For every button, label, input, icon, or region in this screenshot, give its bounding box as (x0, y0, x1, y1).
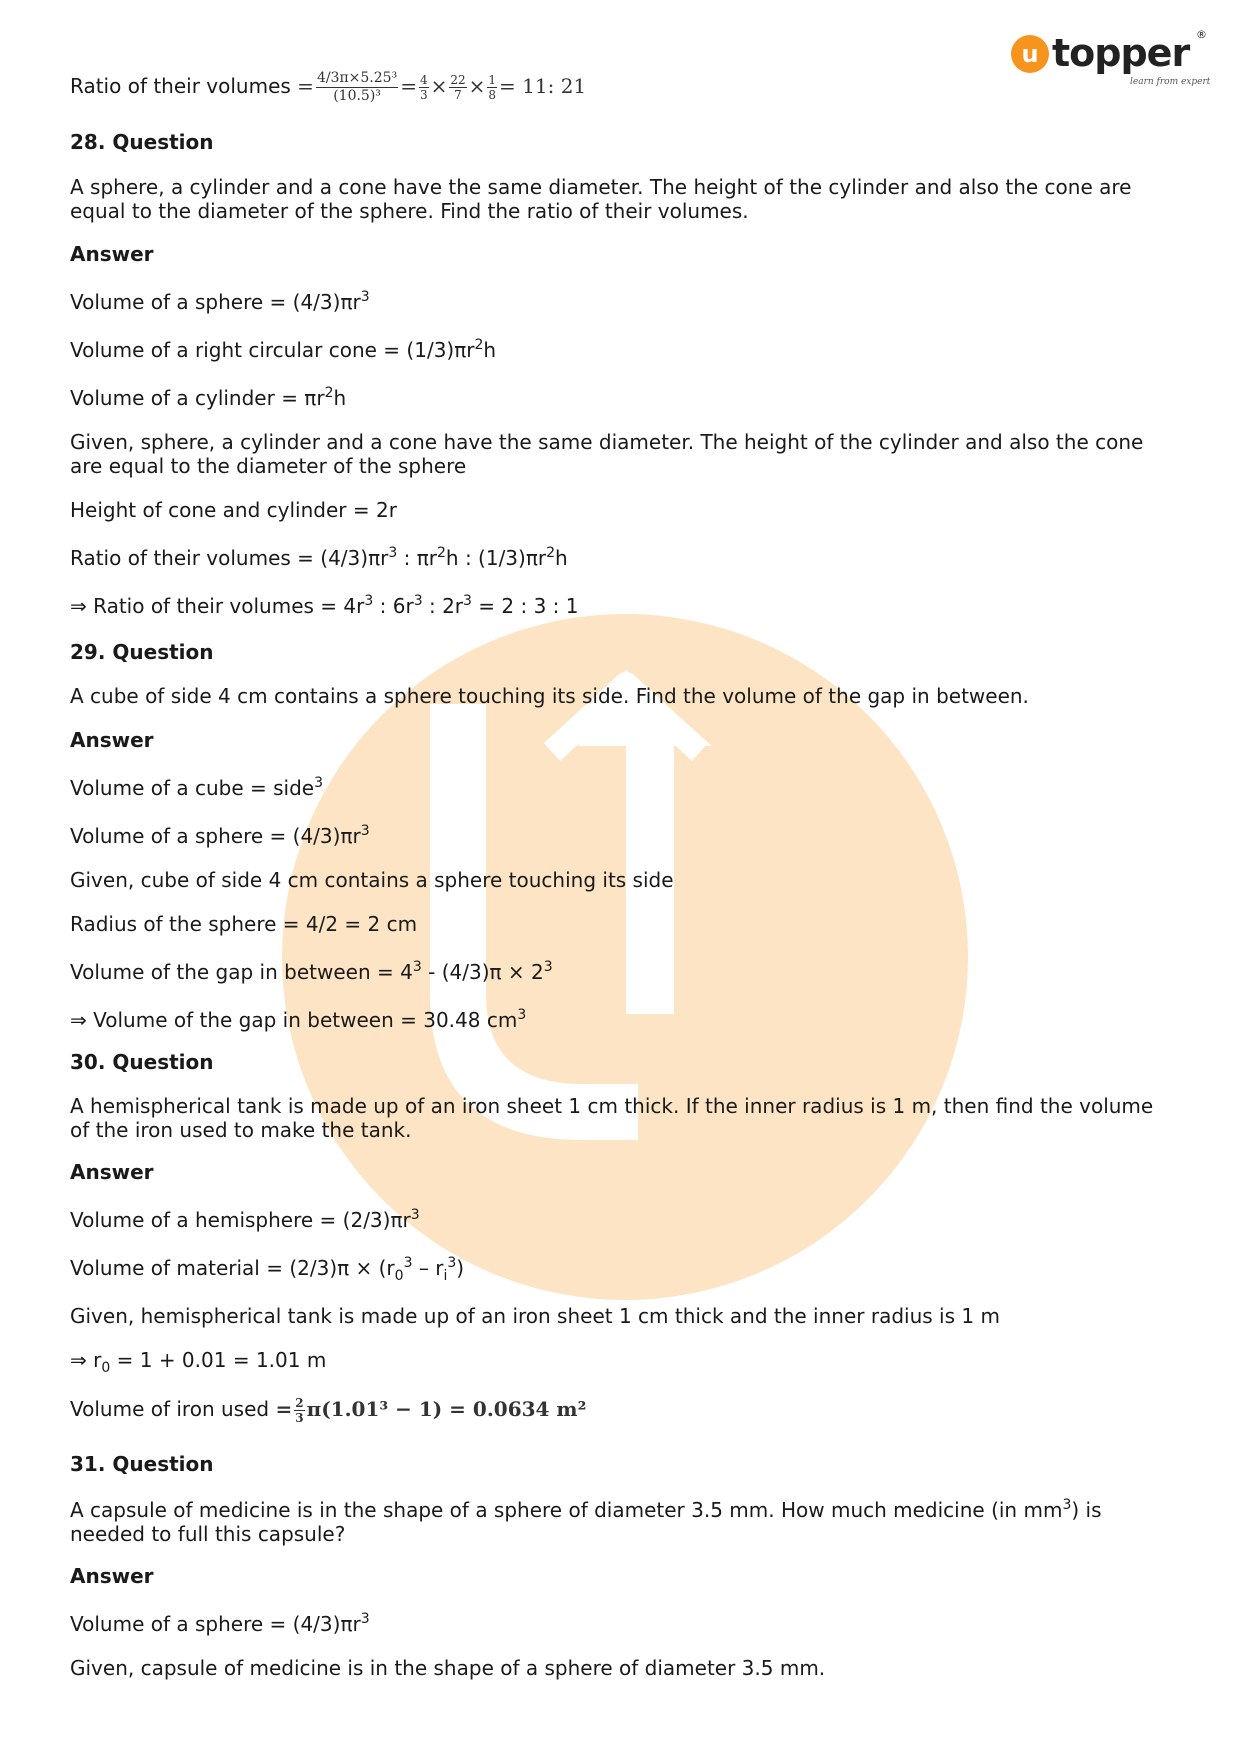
question-heading: 29. Question (70, 640, 214, 664)
svg-text:topper: topper (1052, 31, 1190, 75)
question-heading: 31. Question (70, 1452, 214, 1476)
svg-text:learn from experts: learn from experts (1130, 77, 1210, 87)
answer-heading: Answer (70, 242, 154, 266)
question-text: A hemispherical tank is made up of an iron sheet 1 cm thick. If the inner radius is 1 m, then find the volume of the iron used to make the tank. (70, 1094, 1154, 1142)
answer-line: Volume of a sphere = $(4/3)\pi r^3$ (70, 823, 370, 848)
answer-line: Radius of the sphere = 4/2 = 2 cm (70, 912, 418, 936)
answer-heading: Answer (70, 1564, 154, 1588)
answer-line: Volume of a cylinder = $\pi r^2h$ (70, 385, 347, 410)
question-heading: 28. Question (70, 130, 214, 154)
brand-logo (1010, 28, 1210, 90)
answer-line: ⇒ Volume of the gap in between = 30.48 $cm^3$ (70, 1007, 527, 1032)
answer-line: Volume of a sphere = $(4/3)\pi r^3$ (70, 1611, 370, 1636)
answer-line: Volume of a right circular cone = $(1/3)\pi r^2h$ (70, 337, 497, 362)
question-heading: 30. Question (70, 1050, 214, 1074)
answer-line: Volume of a hemisphere = $(2/3)\pi r^3$ (70, 1207, 420, 1232)
topper-logo-icon (1010, 28, 1210, 90)
answer-line: Given, cube of side 4 cm contains a sphere touching its side (70, 868, 674, 892)
ratio-formula: = $\frac{\text{4/3π×5.25³}}{\text{(10.5)³}}$ = $\frac{4}{3}$ × $\frac{22}{7}$ × $\frac{1}{8}$ = 11: 21 (297, 70, 587, 104)
question-text: A sphere, a cylinder and a cone have the same diameter. The height of the cylinder and also the cone are equal to the diameter of the sphere. Find the ratio of their volumes. (70, 175, 1132, 223)
ratio-formula-line: Ratio of their volumes = $\frac{\text{4/3π×5.25³}}{\text{(10.5)³}}$ = $\frac{4}{3}$ × $\frac{22}{7}$ × $\frac{1}{8}$ = 11: 21 (70, 70, 587, 104)
answer-line: Given, capsule of medicine is in the shape of a sphere of diameter 3.5 mm. (70, 1656, 826, 1680)
answer-line: Volume of material = $(2/3)\pi \times (r_0^3 - r_i^3)$ (70, 1255, 465, 1284)
svg-text:u: u (1021, 40, 1039, 68)
answer-line: Volume of a sphere = $(4/3)\pi r^3$ (70, 289, 370, 314)
answer-line: Ratio of their volumes = $(4/3)\pi r^3$ : $\pi r^2h$ : $(1/3)\pi r^2h$ (70, 545, 568, 570)
answer-line: ⇒ $r_0 = 1 + 0.01 = 1.01$ m (70, 1348, 327, 1376)
iron-volume-formula: = $\frac{2}{3}$ π(1.01³ − 1) = 0.0634 m² (275, 1396, 587, 1425)
answer-line: Height of cone and cylinder = 2r (70, 498, 397, 522)
question-text: A capsule of medicine is in the shape of a sphere of diameter 3.5 mm. How much medicine (in $mm^3$) is needed to full this capsule? (70, 1497, 1102, 1546)
svg-text:®: ® (1196, 28, 1207, 41)
watermark-logo (282, 614, 968, 1300)
question-text: A cube of side 4 cm contains a sphere touching its side. Find the volume of the gap in between. (70, 684, 1029, 708)
answer-line: Volume of the gap in between = $4^3 - (4/3)\pi \times 2^3$ (70, 959, 553, 984)
iron-volume-line: Volume of iron used = $\frac{2}{3}$ π(1.01³ − 1) = 0.0634 m² (70, 1396, 587, 1425)
answer-line: Volume of a cube = side$^3$ (70, 775, 324, 800)
answer-heading: Answer (70, 728, 154, 752)
answer-paragraph: Given, sphere, a cylinder and a cone have the same diameter. The height of the cylinder and also the cone are equal to the diameter of the sphere (70, 430, 1144, 478)
answer-heading: Answer (70, 1160, 154, 1184)
answer-line: Given, hemispherical tank is made up of an iron sheet 1 cm thick and the inner radius is 1 m (70, 1304, 1000, 1328)
answer-line: ⇒ Ratio of their volumes = $4r^3$ : $6r^3$ : $2r^3 = 2$ : 3 : 1 (70, 593, 579, 618)
